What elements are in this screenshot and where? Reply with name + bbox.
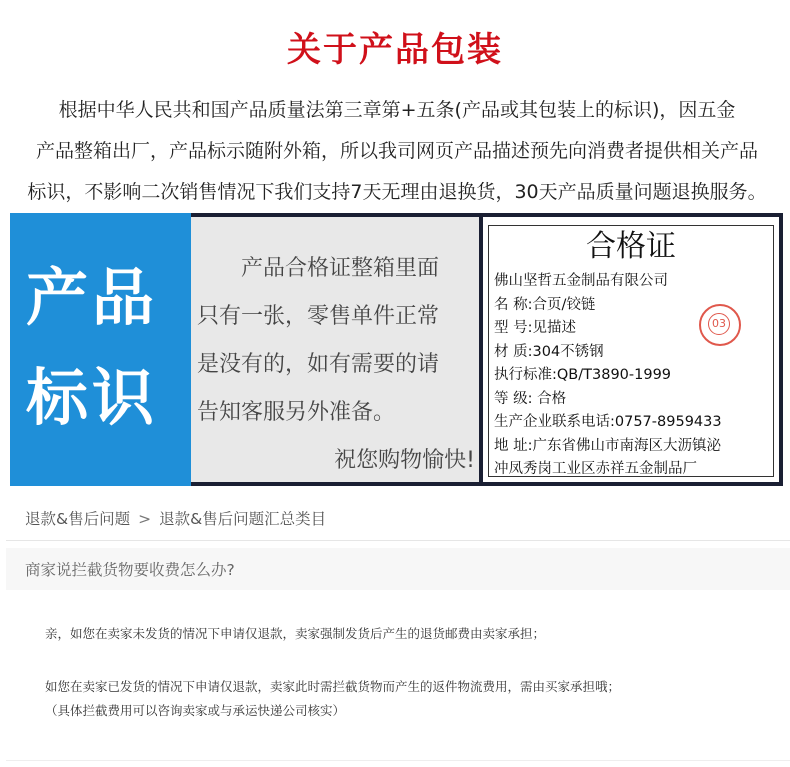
notice-line: 是没有的，如有需要的请 xyxy=(197,352,440,377)
notice-line: 告知客服另外准备。 xyxy=(197,400,396,425)
certificate xyxy=(488,225,774,477)
page-title: 关于产品包装 xyxy=(287,30,503,70)
notice-text xyxy=(197,245,475,485)
product-label-panel xyxy=(10,213,783,486)
chevron-right-icon: > xyxy=(138,510,152,528)
divider xyxy=(6,540,790,541)
divider xyxy=(6,760,790,761)
certificate-lines xyxy=(494,270,770,482)
intro-line: 标识，不影响二次销售情况下我们支持7天无理由退换货，30天产品质量问题退换服务。 xyxy=(27,181,767,203)
faq-answer-line: （具体拦截费用可以咨询卖家或与承运快递公司核实） xyxy=(45,703,346,718)
breadcrumb xyxy=(25,507,326,529)
notice-line: 只有一张，零售单件正常 xyxy=(197,304,440,329)
certificate-title: 合格证 xyxy=(586,229,676,264)
intro-paragraph xyxy=(6,90,788,213)
cert-line: 生产企业联系电话:0757-8959433 xyxy=(494,414,722,430)
intro-line: 产品整箱出厂，产品标示随附外箱，所以我司网页产品描述预先向消费者提供相关产品 xyxy=(35,140,758,162)
cert-line: 执行标准:QB/T3890-1999 xyxy=(494,367,672,383)
intro-line: 根据中华人民共和国产品质量法第三章第+五条(产品或其包装上的标识)，因五金 xyxy=(58,99,736,121)
certificate-area xyxy=(483,217,779,482)
faq-question: 商家说拦截货物要收费怎么办? xyxy=(25,561,235,579)
cert-line: 佛山坚哲五金制品有限公司 xyxy=(494,273,668,289)
cert-line: 地 址:广东省佛山市南海区大沥镇泌 xyxy=(494,437,721,454)
cert-line: 名 称:合页/铰链 xyxy=(494,296,596,313)
cert-line: 型 号:见描述 xyxy=(494,320,576,336)
notice-line: 产品合格证整箱里面 xyxy=(197,256,440,281)
cert-line: 冲凤秀岗工业区赤祥五金制品厂 xyxy=(494,461,697,477)
big-label-line2: 标识 xyxy=(26,361,159,434)
breadcrumb-item-refund[interactable]: 退款&售后问题 xyxy=(25,510,131,528)
cert-line: 材 质:304不锈钢 xyxy=(494,343,604,360)
big-label-line1: 产品 xyxy=(26,261,159,334)
notice-block xyxy=(191,217,479,482)
faq-answer-line: 如您在卖家已发货的情况下申请仅退款，卖家此时需拦截货物而产生的返件物流费用，需由买家承担哦； xyxy=(45,679,621,694)
breadcrumb-item-summary[interactable]: 退款&售后问题汇总类目 xyxy=(159,510,327,528)
closing-line: 祝您购物愉快! xyxy=(334,448,475,473)
cert-line: 等 级: 合格 xyxy=(494,390,567,407)
product-label-block xyxy=(10,213,191,486)
faq-answer-line: 亲，如您在卖家未发货的情况下申请仅退款，卖家强制发货后产生的退货邮费由卖家承担； xyxy=(45,626,546,641)
stamp-text: 03 xyxy=(708,313,730,335)
